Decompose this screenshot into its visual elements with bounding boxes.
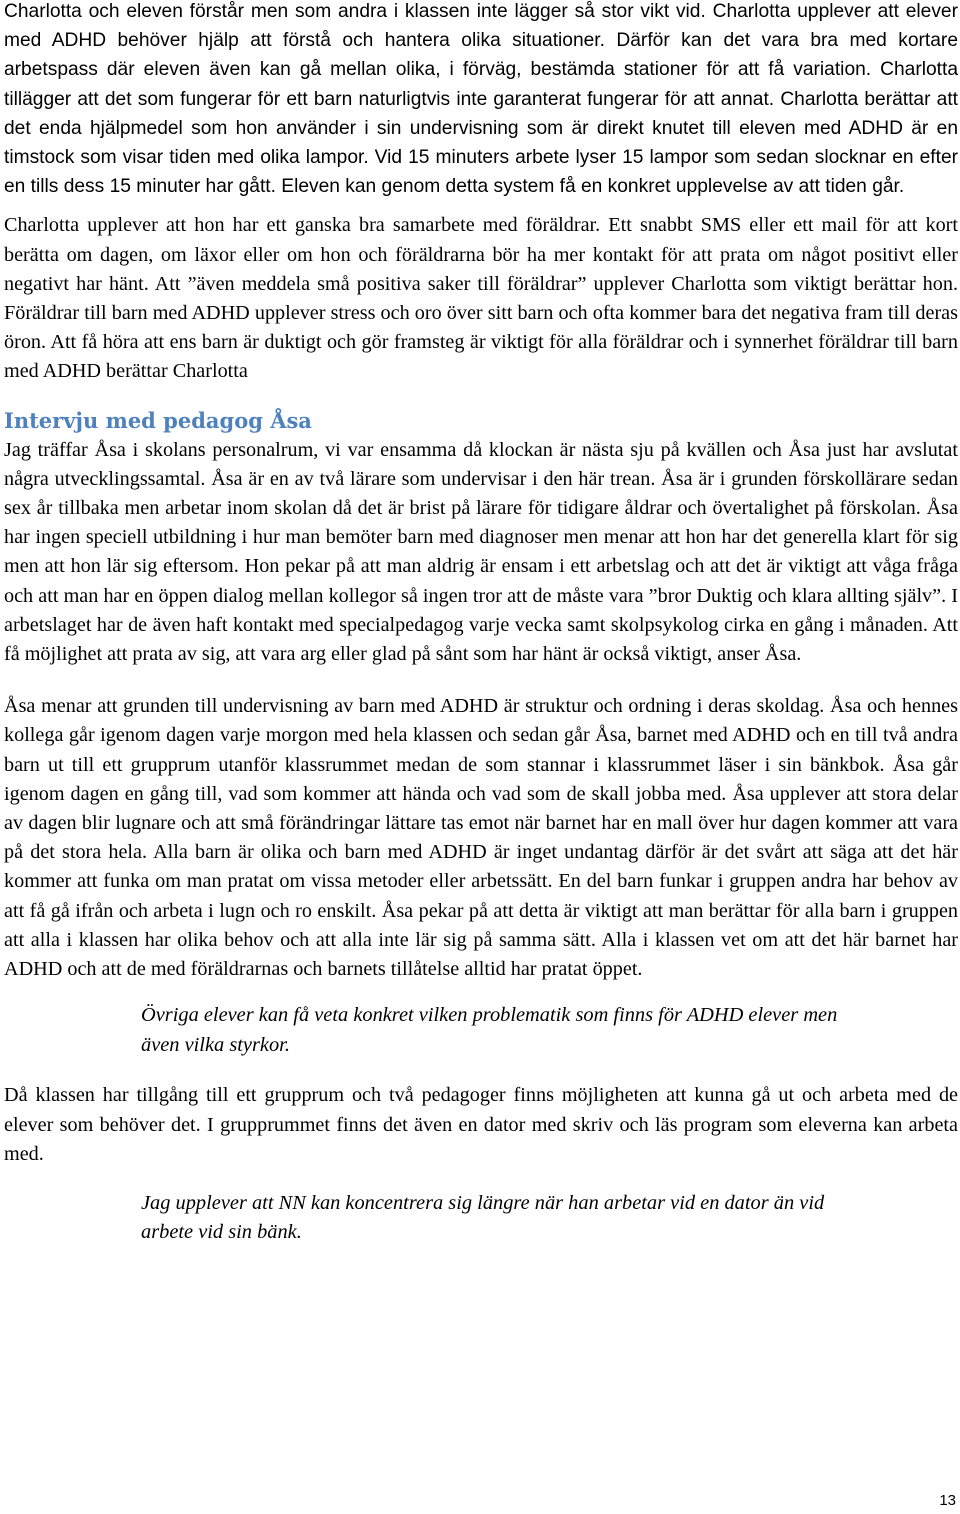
paragraph-charlotta-intro-text: Charlotta och eleven förstår men som andra i klassen inte lägger så stor vikt vid. Charlotta upplever att elever med ADHD behöver hjälp att förstå och hantera olika situationer. Därför kan det vara bra med kortare arbetspass där eleven även kan gå mellan olika, i förväg, bestämda stationer för att få variation. Charlotta tillägger att det som fungerar för ett barn naturligtvis inte garanterat fungerar för att annat. (4, 1, 958, 110)
paragraph-charlotta-timstock-text: Charlotta berättar att det enda hjälpmedel som hon använder i sin undervisning som är direkt knutet till eleven med ADHD är en timstock som visar tiden med olika lampor. Vid 15 minuters arbete lyser 15 lampor som sedan slocknar en efter en tills dess 15 minuter har gått. Eleven kan genom detta system få en konkret upplevelse av att tiden går. (4, 88, 958, 198)
quote-ovriga-elever: Övriga elever kan få veta konkret vilken problematik som finns för ADHD elever men även vilka styrkor. (141, 1004, 838, 1056)
paragraph-charlotta-parents: Charlotta upplever att hon har ett ganska bra samarbete med föräldrar. Ett snabbt SMS eller ett mail för att kort berätta om dagen, om läxor eller om hon och föräldrarna bör ha mer kontakt för att prata om något positivt eller negativt har hänt. Att ”även meddela små positiva saker till föräldrar” upplever Charlotta som viktigt berättar hon. Föräldrar till barn med ADHD upplever stress och oro över sitt barn och ofta kommer bara det negativa fram till deras öron. Att få höra att ens barn är duktigt och gör framsteg är viktigt för alla föräldrar och i synnerhet föräldrar till barn med ADHD berättar Charlotta (4, 214, 958, 383)
section-heading: Intervju med pedagog Åsa (4, 407, 312, 433)
quote-dator: Jag upplever att NN kan koncentrera sig längre när han arbetar vid en dator än vid arbete vid sin bänk. (141, 1191, 825, 1244)
page-number: 13 (939, 1492, 956, 1509)
paragraph-charlotta-intro (4, 0, 958, 201)
paragraph-asa-structure: Åsa menar att grunden till undervisning av barn med ADHD är struktur och ordning i deras skoldag. Åsa och hennes kollega går igenom dagen varje morgon med hela klassen och sedan går Åsa, barnet med ADHD och en till två andra barn ut till ett grupprum utanför klassrummet medan de som stannar i klassrummet läser i sin bänkbok. Åsa går igenom dagen en gång till, vad som kommer att hända och vad som de skall jobba med. Åsa upplever att stora delar av dagen blir lugnare och att små förändringar lättare tas emot när barnet har en mall över hur dagen kommer att vara på det stora hela. Alla barn är olika och barn med ADHD är inget undantag därför är det svårt att säga att det här kommer att funka om man pratat om vissa metoder eller arbetssätt. En del barn funkar i gruppen andra har behov av att få gå ifrån och arbeta i lugn och ro enskilt. Åsa pekar på att detta är viktigt att man berättar för alla barn i gruppen att alla i klassen har olika behov och att alla inte lär sig på samma sätt. Alla i klassen vet om att det här barnet har ADHD och att de med föräldrarnas och barnets tillåtelse alltid har pratat öppet. (4, 695, 958, 981)
document-page (4, 0, 958, 1248)
paragraph-grupprum: Då klassen har tillgång till ett grupprum och två pedagoger finns möjligheten att kunna gå ut och arbeta med de elever som behöver det. I grupprummet finns det även en dator med skriv och läs program som eleverna kan arbeta med. (4, 1084, 958, 1165)
paragraph-asa-intro: Jag träffar Åsa i skolans personalrum, vi var ensamma då klockan är nästa sju på kvällen och Åsa just har avslutat några utvecklingssamtal. Åsa är en av två lärare som undervisar i den här trean. Åsa är i grunden förskollärare sedan sex år tillbaka men arbetar inom skolan då det är brist på lärare för tidigare åldrar och övertalighet på förskolan. Åsa har ingen speciell utbildning i hur man bemöter barn med diagnoser men menar att hon har det generella klart för sig men att hon lär sig eftersom. Hon pekar på att man aldrig är ensam i ett arbetslag och att det är viktigt att våga fråga och att man har en öppen dialog mellan kollegor så ingen tror att de måste vara ”bror Duktig och klara allting själv”. I arbetslaget har de även haft kontakt med specialpedagog varje vecka samt skolpsykolog cirka en gång i månaden. Att få möjlighet att prata av sig, att vara arg eller glad på sånt som har hänt är också viktigt, anser Åsa. (4, 438, 958, 666)
